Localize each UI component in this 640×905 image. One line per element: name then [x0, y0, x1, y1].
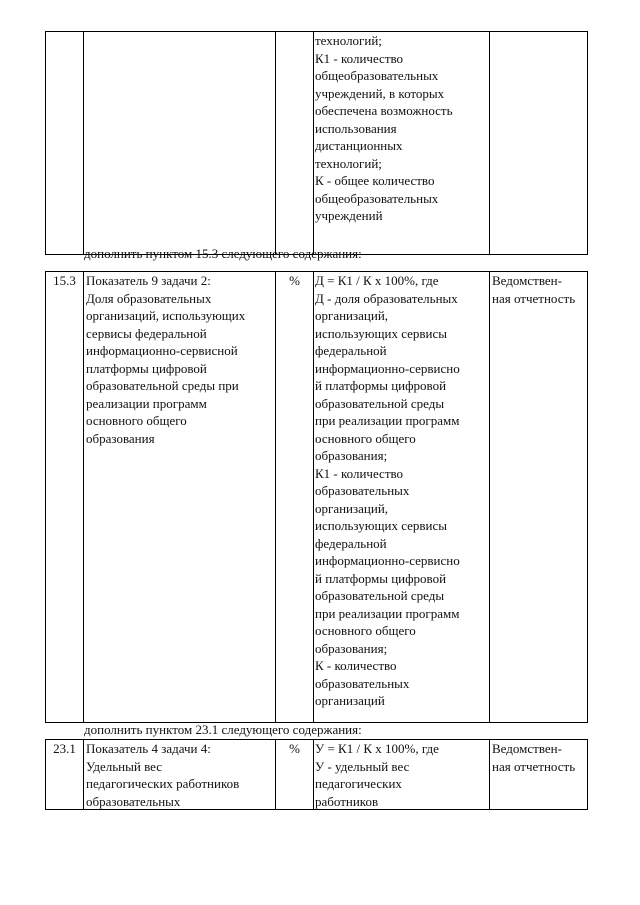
table-item-15-3: [45, 271, 588, 723]
cell-source: Ведомствен- ная отчетность: [490, 272, 588, 723]
amendment-note-23-1: дополнить пунктом 23.1 следующего содержания:: [84, 722, 362, 737]
cell-formula: Д = К1 / К х 100%, где Д - доля образовательных организаций, использующих сервисы федеральной информационно-сервисно й платформы цифровой образовательной среды при реализации программ основного общего образования; К1 - количество образовательных организаций, использующих сервисы федеральной информационно-сервисно й платформы цифровой образовательной среды при реализации программ основного общего образования; К - количество образовательных организаций: [314, 272, 490, 723]
cell-number: [46, 32, 84, 255]
table-row: [46, 740, 588, 810]
cell-unit: [276, 32, 314, 255]
table-row: [46, 272, 588, 723]
cell-unit: %: [276, 272, 314, 723]
cell-source: Ведомствен- ная отчетность: [490, 740, 588, 810]
cell-unit: %: [276, 740, 314, 810]
table-item-23-1: [45, 739, 588, 810]
amendment-note-15-3: дополнить пунктом 15.3 следующего содержания:: [84, 246, 362, 261]
cell-indicator: [84, 32, 276, 255]
cell-source: [490, 32, 588, 255]
cell-formula: технологий; К1 - количество общеобразовательных учреждений, в которых обеспечена возможность использования дистанционных технологий; К - общее количество общеобразовательных учреждений: [314, 32, 490, 255]
cell-formula: У = К1 / К х 100%, где У - удельный вес педагогических работников: [314, 740, 490, 810]
cell-indicator: Показатель 9 задачи 2: Доля образовательных организаций, использующих сервисы федеральной информационно-сервисной платформы цифровой образовательной среды при реализации программ основного общего образования: [84, 272, 276, 723]
cell-indicator: Показатель 4 задачи 4: Удельный вес педагогических работников образовательных: [84, 740, 276, 810]
table-row: [46, 32, 588, 255]
table-fragment-continued: [45, 31, 588, 255]
cell-number: 15.3: [46, 272, 84, 723]
cell-number: 23.1: [46, 740, 84, 810]
